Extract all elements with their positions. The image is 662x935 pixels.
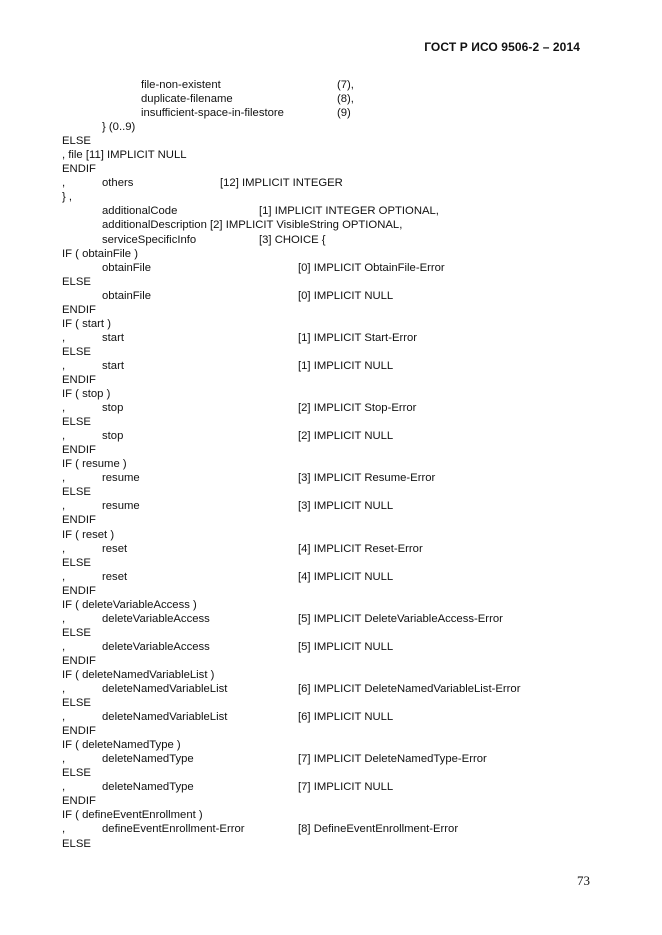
col-2: [7] IMPLICIT DeleteNamedType-Error: [298, 753, 487, 766]
col-0: ENDIF: [62, 373, 96, 386]
listing-line: [0, 401, 662, 415]
listing-line: [0, 822, 662, 836]
col-1: reset: [102, 542, 128, 555]
listing-line: [0, 120, 662, 134]
listing-line: [0, 373, 662, 387]
col-2: [5] IMPLICIT NULL: [298, 640, 394, 653]
col-2: file-non-existent: [141, 79, 221, 91]
col-0: ,: [62, 753, 66, 766]
listing-line: [0, 92, 662, 106]
listing-line: [0, 542, 662, 556]
listing-line: [0, 612, 662, 626]
col-1: obtainFile: [102, 261, 151, 274]
col-0: ENDIF: [62, 795, 96, 808]
listing-line: [0, 570, 662, 584]
listing-line: [0, 528, 662, 542]
col-1: reset: [102, 570, 128, 583]
col-1: serviceSpecificInfo: [102, 233, 197, 246]
listing-line: [0, 289, 662, 303]
listing-line: [0, 359, 662, 373]
listing-line: [0, 190, 662, 204]
col-2: [3] CHOICE {: [259, 233, 326, 246]
col-0: ,: [62, 570, 66, 583]
listing-line: [0, 598, 662, 612]
listing-line: [0, 261, 662, 275]
col-2: [0] IMPLICIT ObtainFile-Error: [298, 261, 445, 274]
col-0: ,: [62, 640, 66, 653]
col-0: ELSE: [62, 135, 91, 148]
listing-line: [0, 654, 662, 668]
col-0: ,: [62, 430, 66, 443]
col-1: start: [102, 359, 124, 372]
col-0: ,: [62, 683, 66, 696]
col-2: [3] IMPLICIT NULL: [298, 500, 394, 513]
col-2: [4] IMPLICIT Reset-Error: [298, 542, 423, 555]
col-2: [6] IMPLICIT DeleteNamedVariableList-Error: [298, 683, 521, 696]
listing-line: [0, 162, 662, 176]
col-0: IF ( resume ): [62, 458, 127, 471]
listing-line: [0, 331, 662, 345]
col-0: ELSE: [62, 556, 91, 569]
col-2: [2] IMPLICIT NULL: [298, 430, 394, 443]
listing-line: [0, 808, 662, 822]
listing-line: [0, 556, 662, 570]
col-0: IF ( reset ): [62, 528, 115, 541]
col-0: ,: [62, 331, 66, 344]
page-number: 73: [577, 873, 590, 888]
listing-line: [0, 626, 662, 640]
col-2: [12] IMPLICIT INTEGER: [220, 177, 343, 190]
col-1: deleteVariableAccess: [102, 640, 210, 653]
listing-line: [0, 485, 662, 499]
listing-line: [0, 752, 662, 766]
col-1: additionalDescription [2] IMPLICIT VisibleString OPTIONAL,: [102, 219, 403, 232]
col-2: [3] IMPLICIT Resume-Error: [298, 472, 436, 485]
col-2: [8] DefineEventEnrollment-Error: [298, 823, 459, 836]
col-0: ,: [62, 359, 66, 372]
col-0: ,: [62, 472, 66, 485]
col-2: [1] IMPLICIT Start-Error: [298, 331, 418, 344]
col-0: ,: [62, 612, 66, 625]
asn1-listing: [0, 78, 662, 851]
listing-line: [0, 233, 662, 247]
col-2: [1] IMPLICIT INTEGER OPTIONAL,: [259, 205, 439, 218]
listing-line: [0, 303, 662, 317]
listing-line: [0, 204, 662, 218]
listing-line: [0, 457, 662, 471]
col-0: ENDIF: [62, 725, 96, 738]
col-1: } (0..9): [102, 121, 136, 134]
col-1: deleteVariableAccess: [102, 612, 210, 625]
col-3: (9): [337, 107, 351, 120]
listing-line: [0, 275, 662, 289]
listing-line: [0, 429, 662, 443]
col-0: ENDIF: [62, 654, 96, 667]
listing-line: [0, 513, 662, 527]
listing-line: [0, 710, 662, 724]
col-0: ENDIF: [62, 303, 96, 316]
document-header-title: ГОСТ Р ИСО 9506-2 – 2014: [424, 40, 580, 54]
col-0: ENDIF: [62, 444, 96, 457]
listing-line: [0, 317, 662, 331]
col-0: , file [11] IMPLICIT NULL: [62, 149, 187, 162]
col-0: ELSE: [62, 275, 91, 288]
col-0: ELSE: [62, 837, 91, 850]
col-0: ,: [62, 500, 66, 513]
col-2: [4] IMPLICIT NULL: [298, 570, 394, 583]
col-1: stop: [102, 402, 124, 415]
col-0: } ,: [62, 191, 73, 204]
listing-line: [0, 106, 662, 120]
col-0: ,: [62, 177, 66, 190]
listing-line: [0, 640, 662, 654]
col-0: ELSE: [62, 697, 91, 710]
col-0: IF ( deleteVariableAccess ): [62, 598, 197, 611]
listing-line: [0, 724, 662, 738]
listing-line: [0, 682, 662, 696]
col-0: ELSE: [62, 416, 91, 429]
col-0: ,: [62, 823, 66, 836]
col-0: ELSE: [62, 626, 91, 639]
listing-line: [0, 499, 662, 513]
col-0: ELSE: [62, 767, 91, 780]
col-1: resume: [102, 500, 140, 513]
listing-line: [0, 738, 662, 752]
col-1: deleteNamedVariableList: [102, 683, 228, 696]
listing-line: [0, 387, 662, 401]
col-2: [7] IMPLICIT NULL: [298, 781, 394, 794]
col-0: IF ( stop ): [62, 388, 111, 401]
col-0: IF ( deleteNamedVariableList ): [62, 668, 215, 681]
col-2: insufficient-space-in-filestore: [141, 107, 284, 120]
col-0: ,: [62, 402, 66, 415]
col-1: obtainFile: [102, 289, 151, 302]
col-1: start: [102, 331, 124, 344]
listing-line: [0, 766, 662, 780]
col-3: (8),: [337, 93, 354, 106]
listing-line: [0, 584, 662, 598]
col-1: deleteNamedVariableList: [102, 711, 228, 724]
col-2: duplicate-filename: [141, 93, 233, 106]
col-3: (7),: [337, 79, 354, 91]
col-1: resume: [102, 472, 140, 485]
listing-line: [0, 247, 662, 261]
col-0: IF ( defineEventEnrollment ): [62, 809, 203, 822]
listing-line: [0, 837, 662, 851]
listing-line: [0, 471, 662, 485]
listing-line: [0, 668, 662, 682]
listing-line: [0, 345, 662, 359]
listing-line: [0, 780, 662, 794]
col-0: ,: [62, 542, 66, 555]
col-0: ELSE: [62, 486, 91, 499]
col-2: [2] IMPLICIT Stop-Error: [298, 402, 417, 415]
col-0: ENDIF: [62, 584, 96, 597]
col-2: [6] IMPLICIT NULL: [298, 711, 394, 724]
col-1: deleteNamedType: [102, 781, 194, 794]
col-2: [5] IMPLICIT DeleteVariableAccess-Error: [298, 612, 503, 625]
listing-line: [0, 794, 662, 808]
col-0: ENDIF: [62, 514, 96, 527]
col-0: ,: [62, 711, 66, 724]
col-1: additionalCode: [102, 205, 178, 218]
listing-line: [0, 78, 662, 92]
col-0: ENDIF: [62, 163, 96, 176]
col-0: ELSE: [62, 345, 91, 358]
listing-line: [0, 696, 662, 710]
col-0: IF ( obtainFile ): [62, 247, 138, 260]
listing-line: [0, 415, 662, 429]
col-1: others: [102, 177, 134, 190]
col-1: deleteNamedType: [102, 753, 194, 766]
col-1: stop: [102, 430, 124, 443]
col-1: defineEventEnrollment-Error: [102, 823, 245, 836]
listing-line: [0, 176, 662, 190]
col-0: IF ( start ): [62, 317, 111, 330]
col-2: [1] IMPLICIT NULL: [298, 359, 394, 372]
listing-line: [0, 134, 662, 148]
col-2: [0] IMPLICIT NULL: [298, 289, 394, 302]
col-0: IF ( deleteNamedType ): [62, 739, 181, 752]
listing-line: [0, 148, 662, 162]
listing-line: [0, 443, 662, 457]
listing-line: [0, 218, 662, 232]
col-0: ,: [62, 781, 66, 794]
